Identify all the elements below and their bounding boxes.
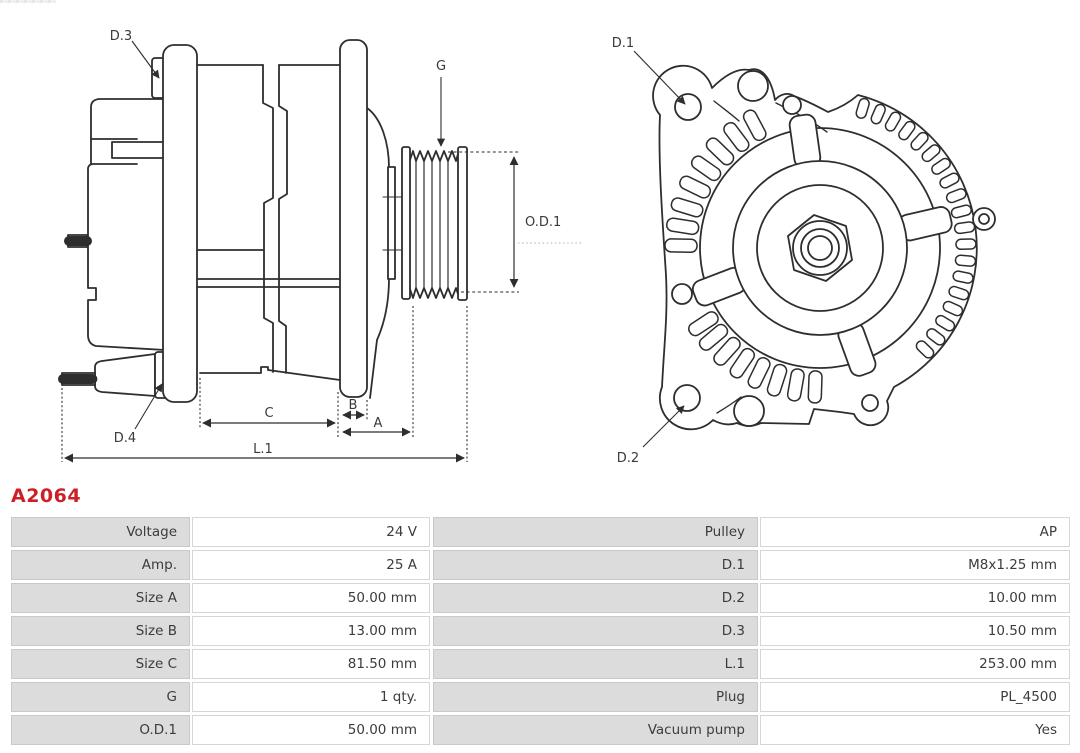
screen-edge-artifact (0, 0, 56, 3)
spec-value: 24 V (192, 517, 430, 547)
spec-label: L.1 (433, 649, 758, 679)
spec-value: M8x1.25 mm (760, 550, 1070, 580)
spec-row (11, 616, 1070, 646)
label-c: C (264, 406, 274, 421)
spec-label: Pulley (433, 517, 758, 547)
rear-housing (62, 99, 165, 396)
pulley (402, 147, 467, 300)
spec-row (11, 583, 1070, 613)
hole-d2 (674, 385, 700, 411)
spec-label: Plug (433, 682, 758, 712)
spec-label: Size A (11, 583, 190, 613)
label-a: A (373, 416, 383, 431)
spec-value: 10.00 mm (760, 583, 1070, 613)
rear-cover-cone (95, 354, 155, 396)
spec-label: Vacuum pump (433, 715, 758, 745)
spec-label: D.2 (433, 583, 758, 613)
spec-label: Size C (11, 649, 190, 679)
spec-label: D.1 (433, 550, 758, 580)
terminal-lug (112, 142, 165, 158)
spec-value: 1 qty. (192, 682, 430, 712)
spec-row (11, 517, 1070, 547)
spec-row (11, 715, 1070, 745)
spec-value: 13.00 mm (192, 616, 430, 646)
spec-table (11, 517, 1070, 748)
spec-value: 81.50 mm (192, 649, 430, 679)
alternator-front-view-drawing (600, 15, 1020, 485)
part-number: A2064 (11, 485, 82, 507)
label-b: B (348, 398, 358, 413)
front-bracket-flange (340, 40, 367, 397)
spec-label: G (11, 682, 190, 712)
spec-value: AP (760, 517, 1070, 547)
label-d1: D.1 (611, 36, 635, 51)
spec-value: 25 A (192, 550, 430, 580)
terminal-stud-upper (68, 235, 87, 247)
alternator-side-view-drawing (55, 10, 585, 485)
spec-label: Amp. (11, 550, 190, 580)
spec-value: 50.00 mm (192, 583, 430, 613)
spec-row (11, 649, 1070, 679)
spec-label: O.D.1 (11, 715, 190, 745)
label-d2: D.2 (616, 451, 640, 466)
front-bracket-nose (367, 108, 389, 398)
label-d3: D.3 (109, 29, 133, 44)
spec-row (11, 550, 1070, 580)
rear-bracket-flange (163, 45, 197, 402)
label-d4: D.4 (113, 431, 137, 446)
spec-value: PL_4500 (760, 682, 1070, 712)
stator-body (197, 65, 340, 380)
spec-value: 50.00 mm (192, 715, 430, 745)
spec-value: Yes (760, 715, 1070, 745)
spec-row (11, 682, 1070, 712)
label-l1: L.1 (253, 442, 273, 457)
label-od1: O.D.1 (525, 215, 562, 230)
spec-value: 10.50 mm (760, 616, 1070, 646)
label-g: G (435, 59, 447, 74)
terminal-stud-lower (62, 373, 95, 385)
spec-label: Voltage (11, 517, 190, 547)
spec-label: Size B (11, 616, 190, 646)
shaft-collar (383, 167, 401, 279)
spec-label: D.3 (433, 616, 758, 646)
spec-value: 253.00 mm (760, 649, 1070, 679)
